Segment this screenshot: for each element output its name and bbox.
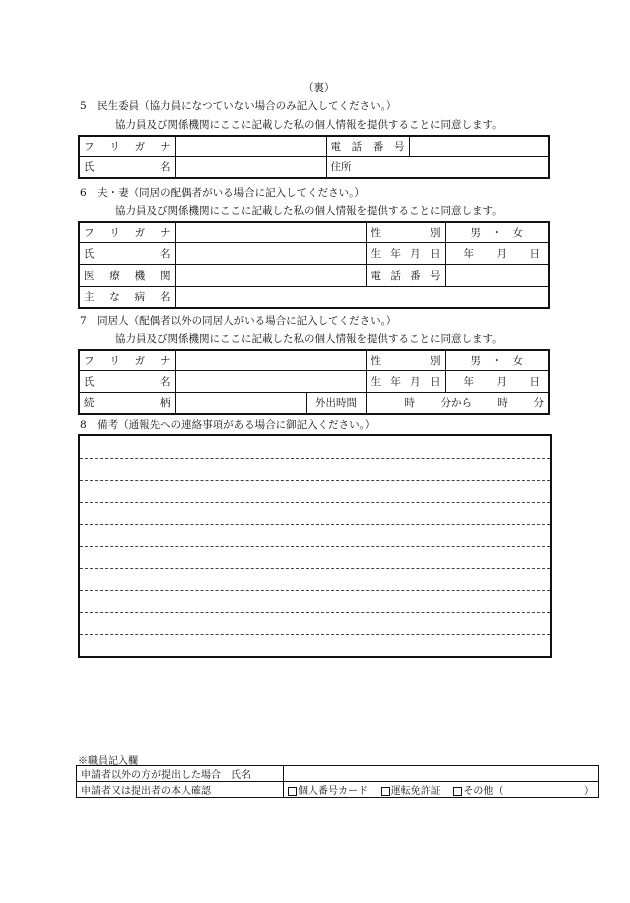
identity-check-options xyxy=(284,782,599,798)
relation-field[interactable] xyxy=(175,392,306,414)
relation-label: 続 柄 xyxy=(79,392,175,414)
out-time-field[interactable]: 時 分から 時 分 xyxy=(366,392,549,414)
phone-field[interactable] xyxy=(445,264,549,286)
section-7-consent: 協力員及び関係機関にここに記載した私の個人情報を提供することに同意します。 xyxy=(115,333,503,345)
phone-field[interactable] xyxy=(409,136,549,156)
phone-label: 電 話 番 号 xyxy=(326,136,409,156)
checkbox-drivers-license[interactable]: 運転免許証 xyxy=(381,786,441,797)
illness-label: 主 な 病 名 xyxy=(79,286,175,308)
out-time-label: 外出時間 xyxy=(306,392,366,414)
section-7-table xyxy=(78,349,550,415)
staff-table xyxy=(76,765,599,798)
hospital-label: 医 療 機 関 xyxy=(79,264,175,286)
furigana-label: フ リ ガ ナ xyxy=(79,350,175,370)
section-7-heading: 7 同居人（配偶者以外の同居人がいる場合に記入してください。） xyxy=(80,315,397,327)
sex-options[interactable]: 男 ・ 女 xyxy=(445,350,549,370)
close-paren: ） xyxy=(584,786,594,797)
section-6-table xyxy=(78,221,550,309)
birth-label: 生 年 月 日 xyxy=(366,370,445,392)
furigana-field[interactable] xyxy=(175,350,366,370)
page-side-label: （裏） xyxy=(303,82,335,94)
checkbox-other[interactable]: その他（ xyxy=(453,786,503,797)
illness-field[interactable] xyxy=(175,286,549,308)
phone-label: 電 話 番 号 xyxy=(366,264,445,286)
staff-area-title: ※職員記入欄 xyxy=(78,756,138,767)
submitter-name-field[interactable] xyxy=(284,766,599,782)
remarks-box[interactable] xyxy=(78,434,552,658)
section-5-heading: 5 民生委員（協力員になつていない場合のみ記入してください。） xyxy=(80,100,397,112)
address-field[interactable] xyxy=(326,156,549,178)
name-label: 氏 名 xyxy=(79,370,175,392)
name-field[interactable] xyxy=(175,156,326,178)
section-6-consent: 協力員及び関係機関にここに記載した私の個人情報を提供することに同意します。 xyxy=(115,205,503,217)
checkbox-id-card[interactable]: 個人番号カード xyxy=(288,786,368,797)
birth-label: 生 年 月 日 xyxy=(366,242,445,264)
name-label: 氏 名 xyxy=(79,156,175,178)
section-6-heading: 6 夫・妻（同居の配偶者がいる場合に記入してください。） xyxy=(80,187,365,199)
hospital-field[interactable] xyxy=(175,264,366,286)
sex-label: 性 別 xyxy=(366,350,445,370)
name-label: 氏 名 xyxy=(79,242,175,264)
sex-label: 性 別 xyxy=(366,222,445,242)
name-field[interactable] xyxy=(175,370,366,392)
section-5-consent: 協力員及び関係機関にここに記載した私の個人情報を提供することに同意します。 xyxy=(115,119,503,131)
birth-field[interactable]: 年 月 日 xyxy=(445,370,549,392)
furigana-label: フ リ ガ ナ xyxy=(79,136,175,156)
submitter-name-label: 申請者以外の方が提出した場合 氏名 xyxy=(77,766,284,782)
furigana-field[interactable] xyxy=(175,222,366,242)
section-5-table xyxy=(78,135,550,179)
birth-field[interactable]: 年 月 日 xyxy=(445,242,549,264)
name-field[interactable] xyxy=(175,242,366,264)
identity-check-label: 申請者又は提出者の本人確認 xyxy=(77,782,284,798)
section-8-heading: 8 備考（通報先への連絡事項がある場合に御記入ください。） xyxy=(80,419,376,431)
sex-options[interactable]: 男 ・ 女 xyxy=(445,222,549,242)
furigana-field[interactable] xyxy=(175,136,326,156)
furigana-label: フ リ ガ ナ xyxy=(79,222,175,242)
address-label: 住所 xyxy=(330,161,352,174)
